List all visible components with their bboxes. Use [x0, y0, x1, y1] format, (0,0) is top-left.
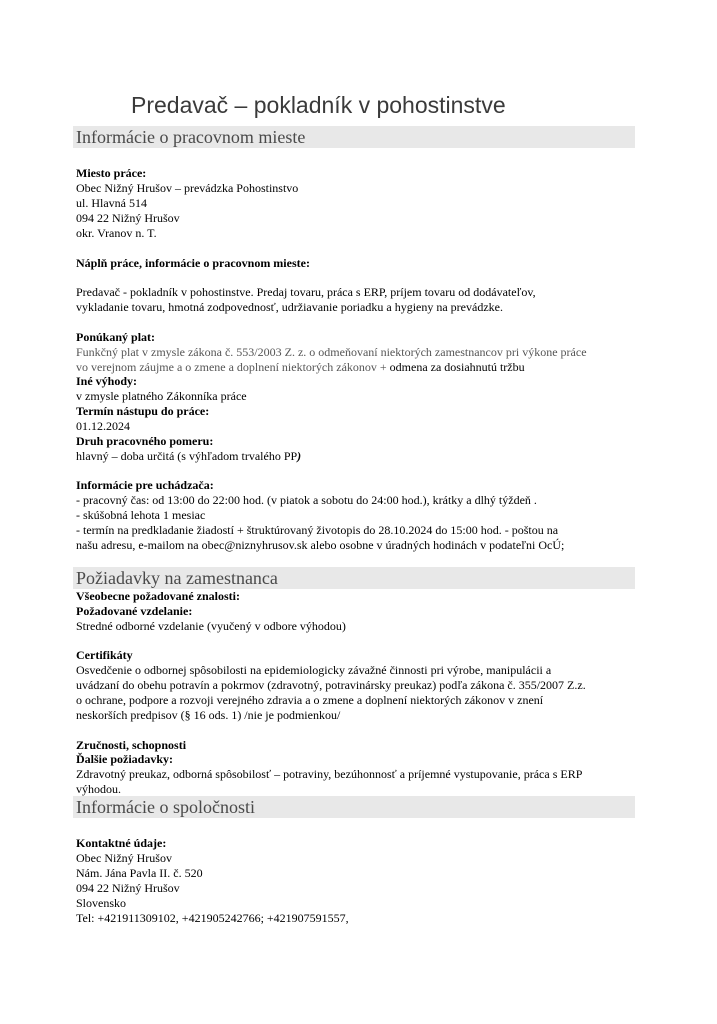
cert-line: Osvedčenie o odbornej spôsobilosti na epidemiologicky závažné činnosti pri výrobe, manipulácii a	[76, 663, 552, 677]
duties-line: vykladanie tovaru, hmotná zodpovednosť, udržiavanie poriadku a hygieny na prevádzke.	[76, 300, 503, 314]
contract-value	[76, 449, 301, 464]
contact-line: Slovensko	[76, 896, 127, 910]
cert-line: neskorších predpisov (§ 16 ods. 1) /nie je podmienkou/	[76, 708, 341, 722]
salary-line: Funkčný plat v zmysle zákona č. 553/2003 Z. z. o odmeňovaní niektorých zamestnancov pri výkone práce	[76, 345, 587, 359]
contact-line: Obec Nižný Hrušov	[76, 851, 172, 865]
duties-line: Predavač - pokladník v pohostinstve. Predaj tovaru, práca s ERP, príjem tovaru od dodávateľov,	[76, 285, 536, 299]
duties-label: Náplň práce, informácie o pracovnom mieste:	[76, 256, 310, 270]
applicant-label: Informácie pre uchádzača:	[76, 478, 214, 492]
salary-bonus: odmena za dosiahnutú tržbu	[389, 360, 525, 374]
contact-label: Kontaktné údaje:	[76, 836, 167, 850]
education-value: Stredné odborné vzdelanie (vyučený v odbore výhodou)	[76, 619, 346, 633]
contact-line: Nám. Jána Pavla II. č. 520	[76, 866, 203, 880]
salary-label: Ponúkaný plat:	[76, 330, 156, 344]
place-label: Miesto práce:	[76, 166, 147, 180]
section-title: Požiadavky na zamestnanca	[76, 568, 278, 588]
place-line: Obec Nižný Hrušov – prevádzka Pohostinstvo	[76, 181, 299, 195]
benefits-value: v zmysle platného Zákonníka práce	[76, 389, 247, 403]
benefits-label: Iné výhody:	[76, 374, 138, 388]
section-title: Informácie o spoločnosti	[76, 797, 255, 817]
applicant-line: - skúšobná lehota 1 mesiac	[76, 508, 206, 522]
section-header-company	[73, 796, 635, 818]
page-title: Predavač – pokladník v pohostinstve	[131, 92, 506, 118]
contract-text: hlavný – doba určitá (s výhľadom trvalého PP	[76, 449, 298, 463]
contact-phones: Tel: +421911309102, +421905242766; +421907591557,	[76, 911, 349, 925]
salary-line-2	[76, 360, 525, 375]
contract-label: Druh pracovného pomeru:	[76, 434, 214, 448]
place-line: 094 22 Nižný Hrušov	[76, 211, 180, 225]
salary-text: vo verejnom záujme a o zmene a doplnení niektorých zákonov +	[76, 360, 390, 374]
cert-line: uvádzaní do obehu potravín a pokrmov (zdravotný, potravinársky preukaz) podľa zákona č. 355/2007 Z.z.	[76, 678, 586, 692]
place-line: ul. Hlavná 514	[76, 196, 147, 210]
section-title: Informácie o pracovnom mieste	[76, 127, 306, 147]
cert-line: o ochrane, podpore a rozvoji verejného zdravia a o zmene a doplnení niektorých zákonov v znení	[76, 693, 544, 707]
applicant-line: - termín na predkladanie žiadostí + štruktúrovaný životopis do 28.10.2024 do 15:00 hod. - poštou na	[76, 523, 559, 537]
place-line: okr. Vranov n. T.	[76, 226, 157, 240]
contact-line: 094 22 Nižný Hrušov	[76, 881, 180, 895]
contract-paren: )	[297, 449, 302, 463]
other-label: Ďalšie požiadavky:	[76, 752, 174, 766]
other-line: výhodou.	[76, 782, 121, 796]
start-label: Termín nástupu do práce:	[76, 404, 210, 418]
education-label: Požadované vzdelanie:	[76, 604, 193, 618]
cert-label: Certifikáty	[76, 648, 133, 662]
skills-label: Zručnosti, schopnosti	[76, 738, 187, 752]
applicant-line: - pracovný čas: od 13:00 do 22:00 hod. (v piatok a sobotu do 24:00 hod.), krátky a dlhý týždeň .	[76, 493, 537, 507]
section-header-requirements	[73, 567, 635, 589]
other-line: Zdravotný preukaz, odborná spôsobilosť – potraviny, bezúhonnosť a príjemné vystupovanie, práca s ERP	[76, 767, 583, 781]
section-header-workplace	[73, 126, 635, 148]
applicant-line: našu adresu, e-mailom na obec@niznyhrusov.sk alebo osobne v úradných hodinách v podateľni OcÚ;	[76, 538, 565, 552]
general-label: Všeobecne požadované znalosti:	[76, 589, 240, 603]
start-value: 01.12.2024	[76, 419, 130, 433]
